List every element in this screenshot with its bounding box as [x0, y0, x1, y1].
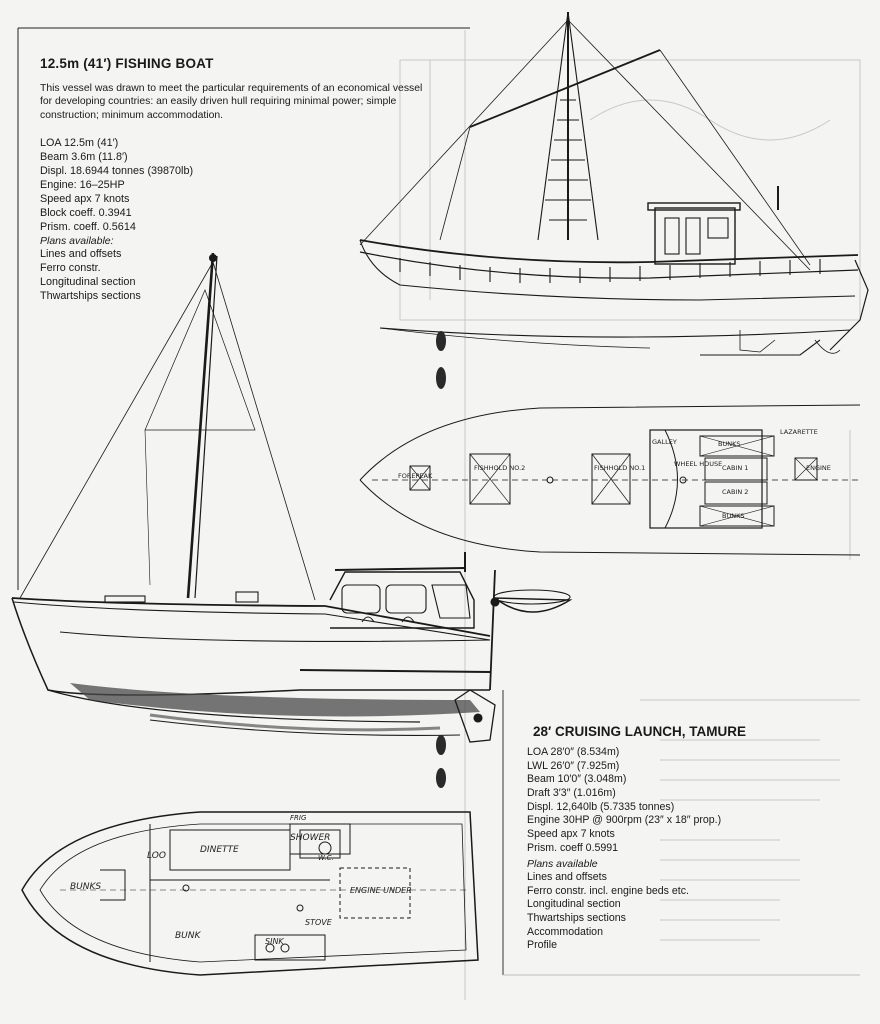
- plan-item: Profile: [527, 939, 558, 952]
- plan-item: Longitudinal section: [40, 275, 136, 288]
- svg-text:BUNK: BUNK: [175, 931, 201, 941]
- fishing-boat-title: 12.5m (41′) FISHING BOAT: [40, 56, 214, 71]
- launch-plans-list: [527, 871, 689, 953]
- plan-item: Longitudinal section: [527, 898, 621, 911]
- spec-line: Prism. coeff. 0.5614: [40, 220, 136, 233]
- ink-smudges: [436, 331, 446, 788]
- fishing-boat-plans-heading: Plans available:: [40, 235, 114, 247]
- spec-line: LWL 26′0″ (7.925m): [527, 759, 620, 772]
- svg-text:BUNKS: BUNKS: [718, 440, 741, 448]
- svg-text:LAZARETTE: LAZARETTE: [780, 428, 818, 436]
- fishing-boat-specs: [40, 137, 193, 234]
- spec-line: Displ. 18.6944 tonnes (39870lb): [40, 164, 194, 177]
- spec-line: Draft 3′3″ (1.016m): [527, 786, 616, 799]
- svg-text:FRIG: FRIG: [290, 814, 307, 822]
- svg-text:CABIN 2: CABIN 2: [722, 488, 749, 496]
- svg-text:SHOWER: SHOWER: [290, 833, 331, 843]
- spec-line: Speed apx 7 knots: [40, 192, 130, 205]
- spec-line: LOA 12.5m (41′): [40, 137, 119, 149]
- plan-item: Ferro constr.: [40, 261, 101, 274]
- launch-profile: [12, 253, 570, 742]
- fishing-boat-plans-list: [40, 248, 141, 304]
- plan-item: Ferro constr. incl. engine beds etc.: [527, 884, 689, 897]
- svg-text:STOVE: STOVE: [305, 918, 332, 927]
- spec-line: Engine: 16–25HP: [40, 178, 125, 191]
- svg-text:FISHHOLD NO.2: FISHHOLD NO.2: [474, 464, 526, 472]
- svg-text:GALLEY: GALLEY: [652, 438, 677, 446]
- plan-item: Lines and offsets: [40, 248, 122, 260]
- svg-text:WHEEL HOUSE: WHEEL HOUSE: [674, 460, 723, 468]
- spec-line: Beam 3.6m (11.8′): [40, 150, 128, 163]
- spec-line: Beam 10′0″ (3.048m): [527, 773, 627, 786]
- svg-text:ENGINE UNDER: ENGINE UNDER: [350, 886, 412, 895]
- plan-item: Thwartships sections: [40, 289, 141, 302]
- spec-line: Block coeff. 0.3941: [40, 206, 132, 219]
- svg-text:FISHHOLD NO.1: FISHHOLD NO.1: [594, 464, 646, 472]
- launch-plans-heading: Plans available: [527, 858, 598, 870]
- plan-item: Accommodation: [527, 925, 603, 938]
- spec-line: Engine 30HP @ 900rpm (23″ x 18″ prop.): [527, 814, 722, 827]
- spec-line: Displ. 12,640lb (5.7335 tonnes): [527, 800, 675, 813]
- spec-line: Speed apx 7 knots: [527, 827, 615, 840]
- fishing-boat-description: This vessel was drawn to meet the particular requirements of an economical vessel for developing countries: an easily driven hull requiring minimal power; simple construction; minimum accommodation.: [40, 83, 423, 121]
- svg-text:FOREPEAK: FOREPEAK: [398, 472, 433, 480]
- svg-text:BUNKS: BUNKS: [722, 512, 745, 520]
- plan-item: Lines and offsets: [527, 871, 607, 883]
- spec-line: LOA 28′0″ (8.534m): [527, 746, 620, 758]
- fishing-boat-profile: [360, 12, 868, 355]
- svg-text:BUNKS: BUNKS: [70, 882, 102, 892]
- svg-text:ENGINE: ENGINE: [806, 464, 831, 472]
- svg-text:SINK: SINK: [265, 937, 284, 946]
- svg-text:W.C.: W.C.: [318, 854, 334, 862]
- svg-text:DINETTE: DINETTE: [200, 845, 239, 855]
- launch-title: 28′ CRUISING LAUNCH, TAMURE: [533, 724, 746, 739]
- svg-text:LOO: LOO: [147, 851, 166, 861]
- spec-line: Prism. coeff 0.5991: [527, 841, 619, 854]
- plan-item: Thwartships sections: [527, 911, 626, 924]
- launch-specs: [527, 746, 721, 855]
- svg-text:CABIN 1: CABIN 1: [722, 464, 749, 472]
